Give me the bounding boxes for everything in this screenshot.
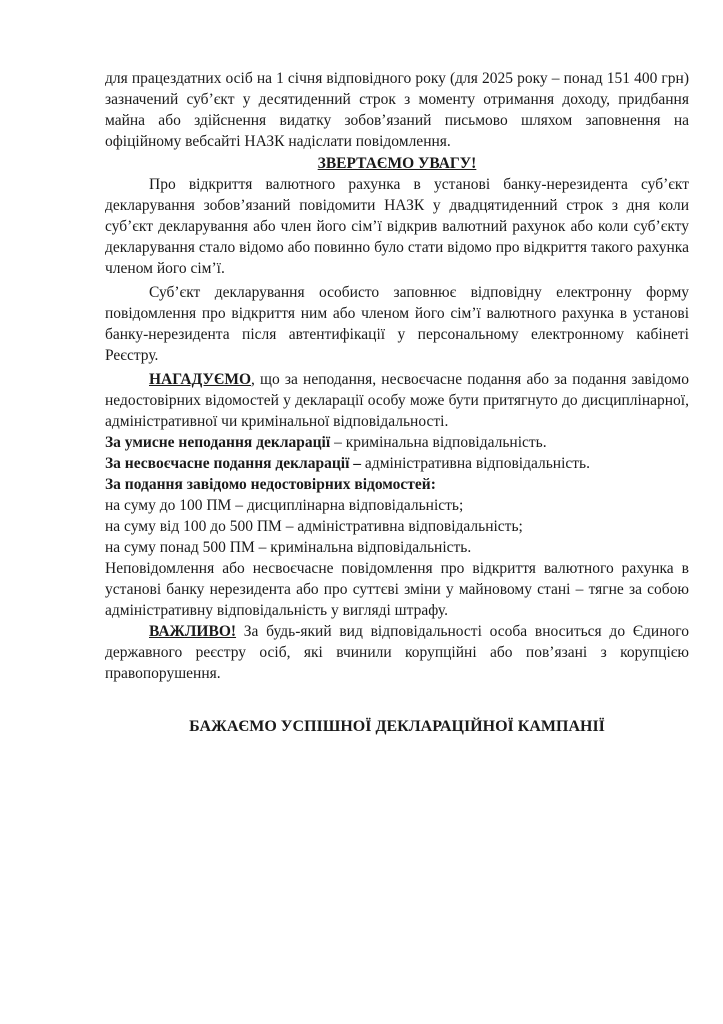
amount-tier-1: на суму до 100 ПМ – дисциплінарна відповідальність; bbox=[105, 497, 464, 514]
liability-false-info: За подання завідомо недостовірних відомостей: bbox=[105, 476, 436, 493]
important-text: За будь-який вид відповідальності особа вноситься до Єдиного державного реєстру осіб, які вчинили корупційні або пов’язані з корупцією правопорушення. bbox=[105, 623, 689, 682]
attention-heading: ЗВЕРТАЄМО УВАГУ! bbox=[317, 155, 477, 172]
document-page bbox=[105, 68, 689, 737]
amount-tier-2: на суму від 100 до 500 ПМ – адміністративна відповідальність; bbox=[105, 518, 523, 535]
liability-intentional bbox=[105, 432, 689, 453]
important-label: ВАЖЛИВО! bbox=[149, 623, 237, 640]
amount-tier-3: на суму понад 500 ПМ – кримінальна відповідальність. bbox=[105, 539, 472, 556]
liability-late-text: адміністративна відповідальність. bbox=[361, 455, 590, 472]
liability-late-label: За несвоєчасне подання декларації – bbox=[105, 455, 362, 472]
reminder-label: НАГАДУЄМО bbox=[149, 371, 252, 388]
liability-intentional-text: – кримінальна відповідальність. bbox=[330, 434, 547, 451]
reminder-text: , що за неподання, несвоєчасне подання або за подання завідомо недостовірних відомостей у декларації особу може бути притягнуто до дисциплінарної, адміністративної чи кримінальної відповідальності. bbox=[105, 371, 689, 430]
attention-paragraph-2: Суб’єкт декларування особисто заповнює відповідну електронну форму повідомлення про відкриття ним або членом його сім’ї валютного рахунка в установі банку-нерезидента після автентифікації у персональному електронному кабінеті Реєстру. bbox=[105, 284, 689, 364]
attention-paragraph-1: Про відкриття валютного рахунка в установі банку-нерезидента суб’єкт декларування зобов’язаний повідомити НАЗК у двадцятиденний строк з дня коли суб’єкт декларування або член його сім’ї відкрив валютний рахунок або коли суб’єкту декларування стало відомо або повинно було стати відомо про відкриття такого рахунка членом його сім’ї. bbox=[105, 176, 689, 277]
non-notification-paragraph: Неповідомлення або несвоєчасне повідомлення про відкриття валютного рахунка в установі банку нерезидента або про суттєві зміни у майновому стані – тягне за собою адміністративну відповідальність у вигляді штрафу. bbox=[105, 560, 689, 619]
intro-paragraph: для працездатних осіб на 1 січня відповідного року (для 2025 року – понад 151 400 грн) зазначений суб’єкт у десятиденний строк з моменту отримання доходу, придбання майна або здійснення видатку зобов’язаний письмово шляхом заповнення на офіційному вебсайті НАЗК надіслати повідомлення. bbox=[105, 70, 689, 150]
reminder-paragraph bbox=[105, 369, 689, 432]
liability-late bbox=[105, 453, 689, 474]
liability-intentional-label: За умисне неподання декларації bbox=[105, 434, 331, 451]
important-paragraph bbox=[105, 621, 689, 684]
closing-wish: БАЖАЄМО УСПІШНОЇ ДЕКЛАРАЦІЙНОЇ КАМПАНІЇ bbox=[189, 718, 605, 735]
